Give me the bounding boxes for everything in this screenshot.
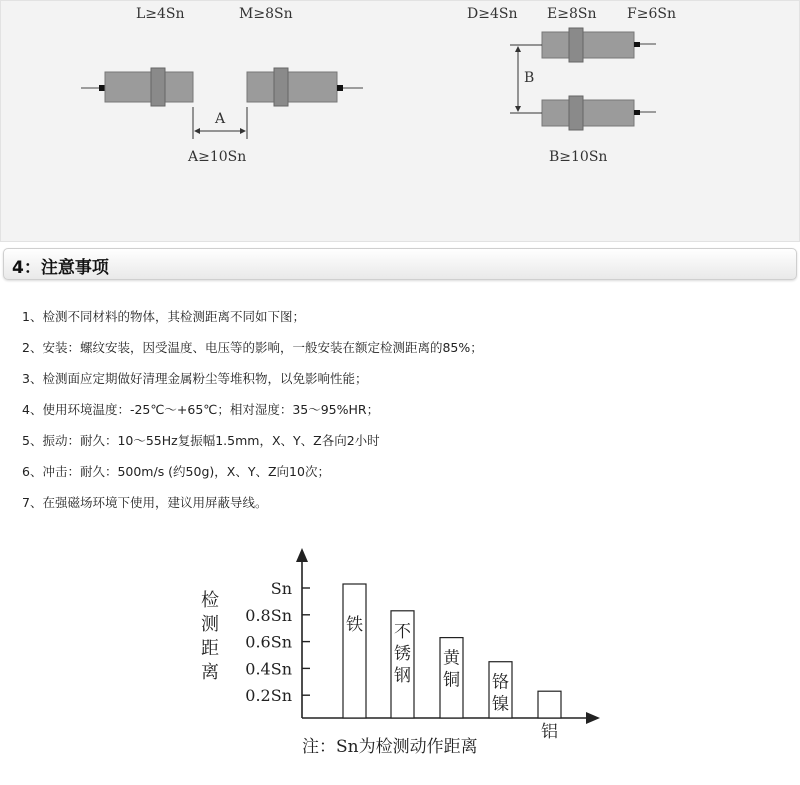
label-m-rule: M≥8Sn (239, 6, 293, 22)
chart-bar-label: 不锈钢 (394, 621, 411, 686)
chart-bar-label: 铁 (346, 615, 363, 635)
chart-y-ticks (245, 579, 310, 705)
label-f-rule: F≥6Sn (627, 6, 676, 22)
note-item: 2、安装：螺纹安装，因受温度、电压等的影响，一般安装在额定检测距离的85%； (22, 340, 483, 355)
section-title: 4：注意事项 (12, 258, 109, 278)
label-a-letter: A (215, 111, 226, 127)
chart-bar-label: 铝 (541, 722, 558, 743)
label-a-rule: A≥10Sn (188, 149, 247, 165)
chart-y-axis-label: 检测距离 (201, 590, 219, 683)
y-tick-label: Sn (270, 579, 292, 598)
mounting-diagram-svg (1, 1, 799, 241)
label-e-rule: E≥8Sn (547, 6, 597, 22)
label-l-rule: L≥4Sn (136, 6, 185, 22)
chart-bar-label: 黄铜 (443, 648, 460, 691)
sensor-mounting-diagram (0, 0, 800, 242)
y-tick-label: 0.2Sn (245, 686, 292, 706)
note-item: 3、检测面应定期做好清理金属粉尘等堆积物，以免影响性能； (22, 371, 368, 386)
note-item: 7、在强磁场环境下使用，建议用屏蔽导线。 (22, 495, 268, 510)
chart-note: 注：Sn为检测动作距离 (302, 737, 478, 757)
note-item: 4、使用环境温度：-25℃～+65℃；相对湿度：35～95%HR； (22, 402, 380, 417)
note-item: 1、检测不同材料的物体，其检测距离不同如下图； (22, 309, 305, 324)
sensor-right-top (542, 28, 656, 62)
y-tick-label: 0.4Sn (245, 659, 292, 679)
label-b-letter: B (524, 70, 535, 86)
sensor-right-bottom (542, 96, 656, 130)
sensor-left-a (81, 68, 193, 106)
sensor-left-b (247, 68, 363, 106)
detection-distance-chart (0, 540, 800, 785)
chart-bar-label: 铬镍 (492, 672, 509, 715)
chart-bar (343, 584, 366, 718)
y-tick-label: 0.6Sn (245, 632, 292, 652)
label-b-rule: B≥10Sn (549, 149, 608, 165)
label-d-rule: D≥4Sn (467, 6, 518, 22)
note-item: 6、冲击：耐久：500m/s (约50g)，X、Y、Z向10次； (22, 464, 330, 479)
chart-bar (538, 691, 561, 718)
notes-list (22, 307, 483, 524)
y-tick-label: 0.8Sn (245, 605, 292, 625)
section-header-notes (3, 248, 797, 280)
note-item: 5、振动：耐久：10～55Hz复振幅1.5mm，X、Y、Z各向2小时 (22, 433, 380, 448)
